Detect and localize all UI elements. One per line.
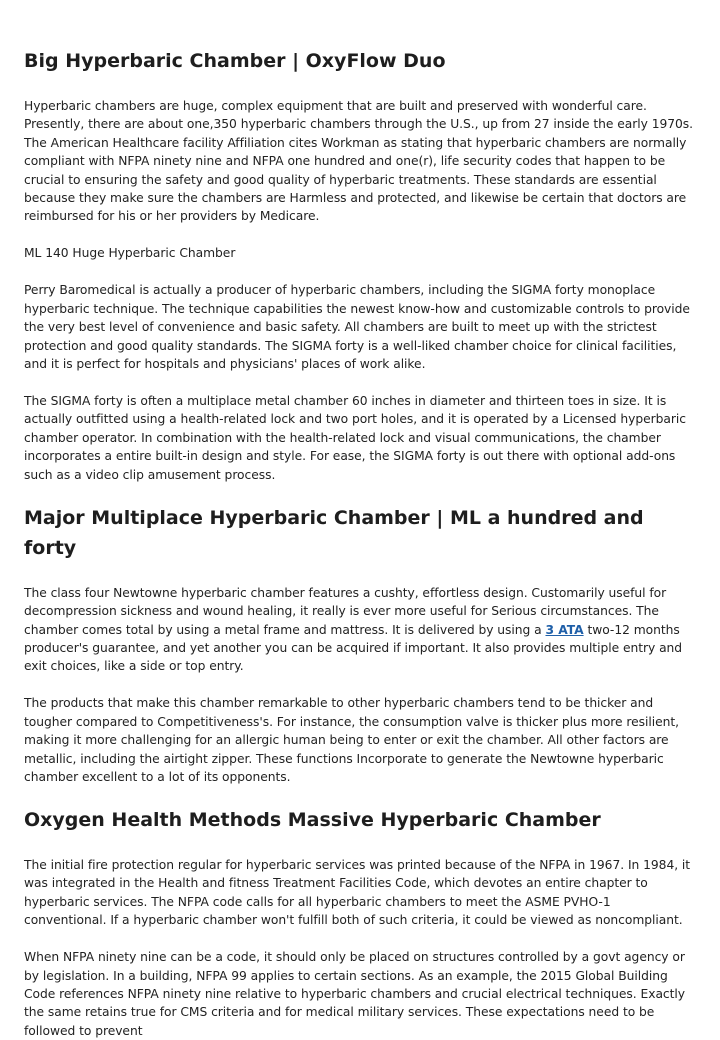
paragraph-subheading-ml140: ML 140 Huge Hyperbaric Chamber [24, 246, 236, 261]
section-heading-multiplace: Major Multiplace Hyperbaric Chamber | ML a hundred and forty [24, 506, 644, 559]
paragraph-products: The products that make this chamber remarkable to other hyperbaric chambers tend to be thicker and tougher compared to Competitiveness's. For instance, the consumption valve is thicker plus more resilient, making it more challenging for an allergic human being to enter or exit the chamber. All other factors are metallic, including the airtight zipper. These functions Incorporate to generate the Newtowne hyperbaric chamber excellent to a lot of its opponents. [24, 696, 680, 784]
paragraph-perry-baromedical: Perry Baromedical is actually a producer of hyperbaric chambers, including the SIGMA forty monoplace hyperbaric technique. The technique capabilities the newest know-how and customizable controls to provide the very best level of convenience and basic safety. All chambers are built to meet up with the strictest protection and good quality standards. The SIGMA forty is a well-liked chamber choice for clinical facilities, and it is perfect for hospitals and physicians' places of work alike. [24, 283, 690, 372]
paragraph-intro: Hyperbaric chambers are huge, complex equipment that are built and preserved with wonderful care. Presently, there are about one,350 hyperbaric chambers through the U.S., up from 27 inside the early 1970s. The American Healthcare facility Affiliation cites Workman as stating that hyperbaric chambers are normally compliant with NFPA ninety nine and NFPA one hundred and one(r), life security codes that happen to be crucial to ensuring the safety and good quality of hyperbaric treatments. These standards are essential because they make sure the chambers are Harmless and protected, and likewise be certain that doctors are reimbursed for his or her providers by Medicare. [24, 99, 694, 224]
section-heading-oxygen-health: Oxygen Health Methods Massive Hyperbaric Chamber [24, 808, 601, 831]
paragraph-text: The class four Newtowne hyperbaric chamber features a cushty, effortless design. Customarily useful for decompression sickness and wound healing, it really is ever more useful for Serious circumstances. The chamber comes total by using a metal frame and mattress. It is delivered by using a [24, 585, 667, 637]
article-title: Big Hyperbaric Chamber | OxyFlow Duo [24, 50, 446, 72]
paragraph-fire-protection: The initial fire protection regular for hyperbaric services was printed because of the NFPA in 1967. In 1984, it was integrated in the Health and fitness Treatment Facilities Code, which devotes an entire chapter to hyperbaric services. The NFPA code calls for all hyperbaric chambers to meet the ASME PVHO-1 conventional. If a hyperbaric chamber won't fulfill both of such criteria, it could be viewed as noncompliant. [24, 857, 691, 928]
paragraph-nfpa-code: When NFPA ninety nine can be a code, it should only be placed on structures controlled by a govt agency or by legislation. In a building, NFPA 99 applies to certain sections. As an example, the 2015 Global Building Code references NFPA ninety nine relative to hyperbaric chambers and crucial electrical techniques. Exactly the same retains true for CMS criteria and for medical military services. These expectations need to be followed to prevent [24, 950, 686, 1038]
paragraph-text: two-12 months producer's guarantee, and yet another you can be acquired if important. It also provides multiple entry and exit choices, like a side or top entry. [24, 622, 683, 674]
paragraph-sigma-forty: The SIGMA forty is often a multiplace metal chamber 60 inches in diameter and thirteen toes in size. It is actually outfitted using a health-related lock and two port holes, and it is operated by a Licensed hyperbaric chamber operator. In combination with the health-related lock and visual communications, the chamber incorporates a entire built-in design and style. For ease, the SIGMA forty is out there with optional add-ons such as a video clip amusement process. [24, 394, 686, 482]
ata-link[interactable]: 3 ATA [545, 622, 584, 637]
paragraph-newtowne [24, 584, 696, 676]
